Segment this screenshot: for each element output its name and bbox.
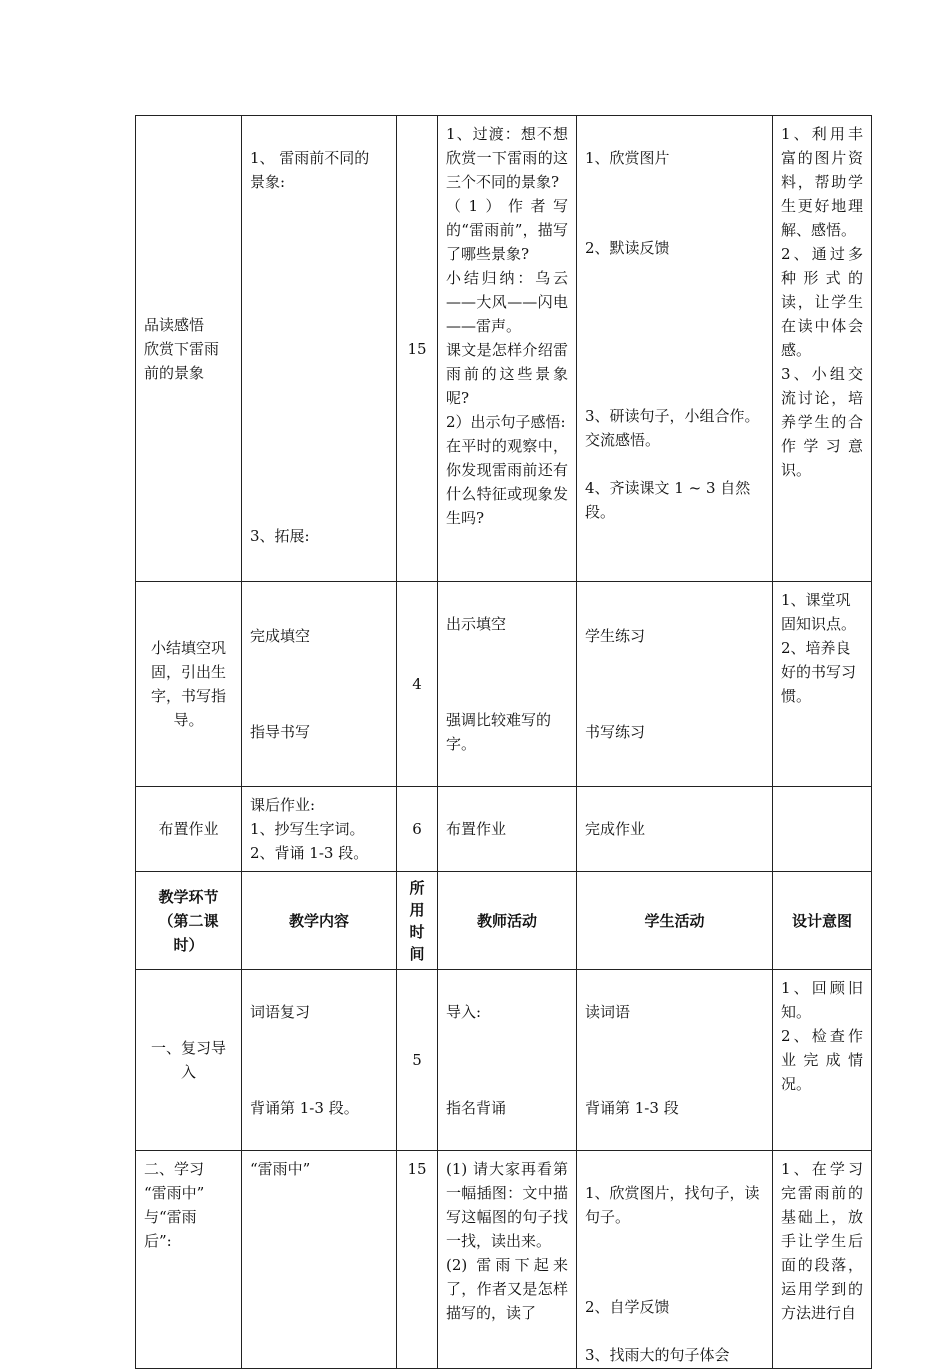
content-cell: 课后作业: 1、抄写生字词。 2、背诵 1-3 段。 xyxy=(242,787,397,872)
student-item: 学生练习 xyxy=(585,627,646,645)
student-cell xyxy=(577,1151,773,1369)
content-item: 3、拓展: xyxy=(250,527,310,545)
student-item: 1、欣赏图片 xyxy=(585,149,670,167)
intent-cell: 1、在学习完雷雨前的基础上，放手让学生后面的段落，运用学到的方法进行自 xyxy=(773,1151,872,1369)
header-student: 学生活动 xyxy=(577,872,773,970)
lesson-plan-table xyxy=(135,115,872,1369)
intent-cell: 1、课堂巩固知识点。 2、培养良好的书写习惯。 xyxy=(773,582,872,787)
section-cell: 一、复习导 入 xyxy=(136,970,242,1151)
teacher-item: 导入: xyxy=(446,1003,482,1021)
table-row xyxy=(136,116,872,582)
student-item: 读词语 xyxy=(585,1003,631,1021)
student-item: 4、齐读课文 1 ~ 3 自然段。 xyxy=(585,479,751,521)
content-item: 词语复习 xyxy=(250,1003,311,1021)
student-cell: 完成作业 xyxy=(577,787,773,872)
header-intent: 设计意图 xyxy=(773,872,872,970)
table-row xyxy=(136,787,872,872)
content-cell xyxy=(242,970,397,1151)
time-cell: 15 xyxy=(397,116,438,582)
content-cell: “雷雨中” xyxy=(242,1151,397,1369)
time-cell: 4 xyxy=(397,582,438,787)
teacher-item: 强调比较难写的字。 xyxy=(446,711,552,753)
table-row xyxy=(136,1151,872,1369)
section-cell: 小结填空巩固，引出生字，书写指导。 xyxy=(136,582,242,787)
header-teacher: 教师活动 xyxy=(438,872,577,970)
table-header-row xyxy=(136,872,872,970)
student-item: 背诵第 1-3 段 xyxy=(585,1099,679,1117)
teacher-item: 出示填空 xyxy=(446,615,507,633)
time-cell: 15 xyxy=(397,1151,438,1369)
student-item: 2、默读反馈 xyxy=(585,239,670,257)
header-content: 教学内容 xyxy=(242,872,397,970)
content-item: 完成填空 xyxy=(250,627,311,645)
intent-cell xyxy=(773,787,872,872)
section-cell: 布置作业 xyxy=(136,787,242,872)
content-item: 1、 雷雨前不同的 景象: xyxy=(250,149,370,191)
content-item: 指导书写 xyxy=(250,723,311,741)
section-cell: 二、学习 “雷雨中” 与“雷雨 后”: xyxy=(136,1151,242,1369)
student-item: 3、研读句子，小组合作。交流感悟。 xyxy=(585,407,760,449)
content-item: 背诵第 1-3 段。 xyxy=(250,1099,359,1117)
teacher-cell: (1) 请大家再看第一幅插图：文中描写这幅图的句子找一找，读出来。 (2) 雷雨下起来了，作者又是怎样描写的，读了 xyxy=(438,1151,577,1369)
teacher-cell xyxy=(438,582,577,787)
teacher-item: 指名背诵 xyxy=(446,1099,507,1117)
header-section: 教学环节 （第二课 时） xyxy=(136,872,242,970)
table-row xyxy=(136,582,872,787)
student-item: 书写练习 xyxy=(585,723,646,741)
teacher-cell: 1、过渡：想不想欣赏一下雷雨的这三个不同的景象? （1）作者写的“雷雨前”，描写了哪些景象? 小结归纳：乌云——大风——闪电——雷声。 课文是怎样介绍雷雨前的这些景象呢? 2）出示句子感悟: 在平时的观察中，你发现雷雨前还有什么特征或现象发生吗? xyxy=(438,116,577,582)
header-time: 所 用 时 间 xyxy=(397,872,438,970)
student-item: 2、自学反馈 xyxy=(585,1298,670,1316)
student-cell xyxy=(577,116,773,582)
time-cell: 6 xyxy=(397,787,438,872)
table-row xyxy=(136,970,872,1151)
time-cell: 5 xyxy=(397,970,438,1151)
section-cell: 品读感悟 欣赏下雷雨 前的景象 xyxy=(136,116,242,582)
student-cell xyxy=(577,582,773,787)
student-item: 1、欣赏图片，找句子，读句子。 xyxy=(585,1184,760,1226)
teacher-cell: 布置作业 xyxy=(438,787,577,872)
intent-cell: 1、利用丰富的图片资料，帮助学生更好地理解、感悟。 2、通过多种形式的读，让学生在读中体会感。 3、小组交流讨论，培养学生的合作学习意识。 xyxy=(773,116,872,582)
student-item: 3、找雨大的句子体会 xyxy=(585,1346,730,1364)
intent-cell: 1、回顾旧知。 2、检查作业完成情况。 xyxy=(773,970,872,1151)
content-cell xyxy=(242,582,397,787)
teacher-cell xyxy=(438,970,577,1151)
plan-table xyxy=(135,115,872,1369)
content-cell xyxy=(242,116,397,582)
student-cell xyxy=(577,970,773,1151)
